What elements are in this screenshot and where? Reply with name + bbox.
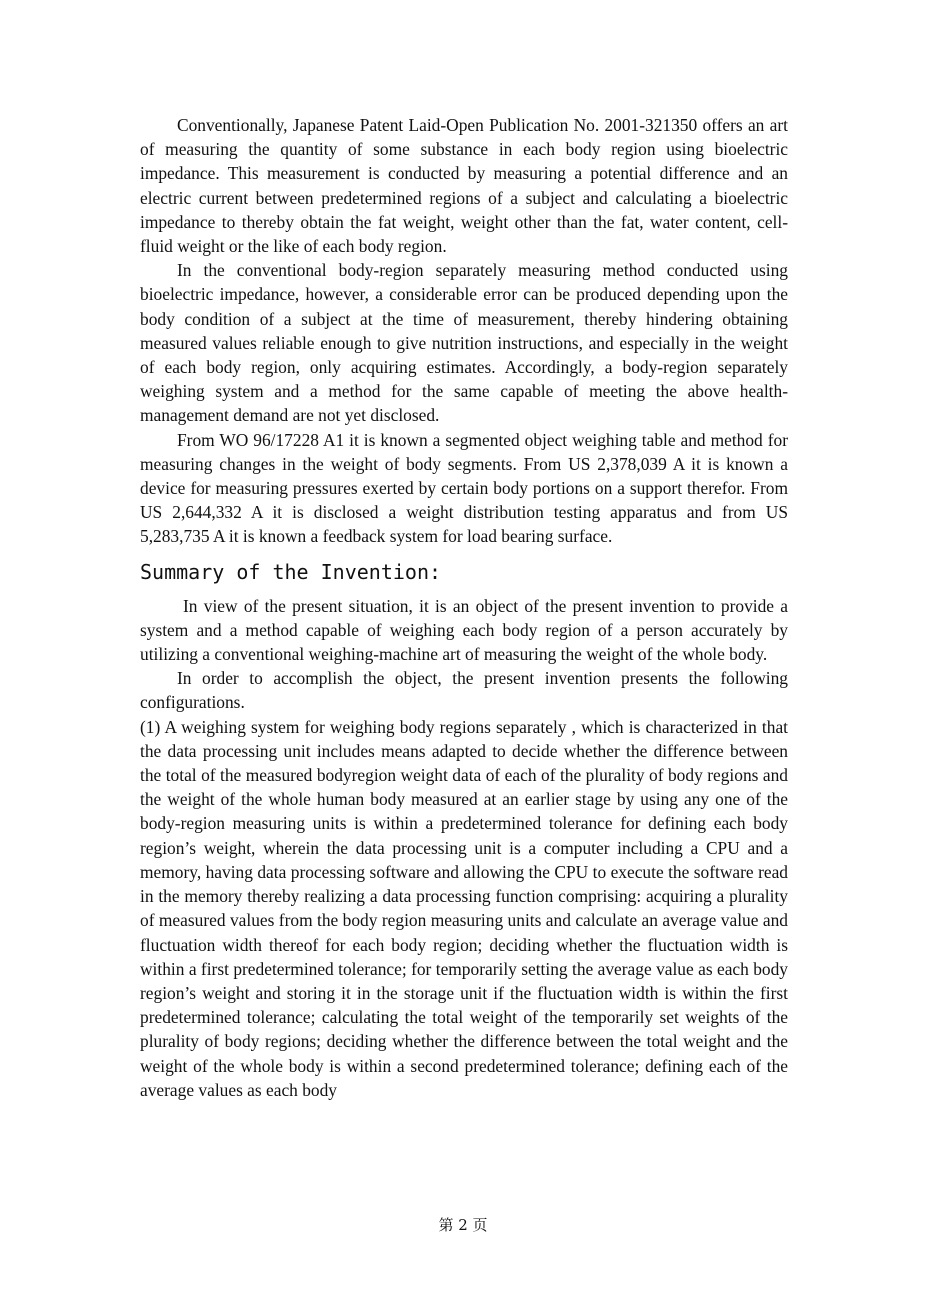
paragraph-object: In view of the present situation, it is an object of the present invention to provide a system and a method capable of weighing each body region of a person accurately by utilizing a conventional weighing-machine art of measuring the weight of the whole body.: [140, 595, 788, 665]
document-body: [140, 113, 788, 1102]
paragraph-conventional-art: Conventionally, Japanese Patent Laid-Open Publication No. 2001-321350 offers an art of measuring the quantity of some substance in each body region using bioelectric impedance. This measurement is conducted by measuring a potential difference and an electric current between predetermined regions of a subject and calculating a bioelectric impedance to thereby obtain the fat weight, weight other than the fat, water content, cell-fluid weight or the like of each body region.: [140, 115, 788, 257]
paragraph-configurations-intro: In order to accomplish the object, the present invention presents the following configurations.: [140, 668, 788, 713]
paragraph-prior-references: From WO 96/17228 A1 it is known a segmented object weighing table and method for measuring changes in the weight of body segments. From US 2,378,039 A it is known a device for measuring pressures exerted by certain body portions on a support therefor. From US 2,644,332 A it is disclosed a weight distribution testing apparatus and from US 5,283,735 A it is known a feedback system for load bearing surface.: [140, 429, 788, 547]
section-heading-summary: Summary of the Invention:: [140, 559, 442, 584]
paragraph-configuration-1: (1) A weighing system for weighing body regions separately , which is characterized in that the data processing unit includes means adapted to decide whether the difference between the total of the measured bodyregion weight data of each of the plurality of body regions and the weight of the whole human body measured at an earlier stage by using any one of the body-region measuring units is within a predetermined tolerance for defining each body region’s weight, wherein the data processing unit is a computer including a CPU and a memory, having data processing software and allowing the CPU to execute the software read in the memory thereby realizing a data processing function comprising: acquiring a plurality of measured values from the body region measuring units and calculate an average value and fluctuation width thereof for each body region; deciding whether the fluctuation width is within a first predetermined tolerance; for temporarily setting the average value as each body region’s weight and storing it in the storage unit if the fluctuation width is within the first predetermined tolerance; calculating the total weight of the temporarily set weights of the plurality of body regions; deciding whether the difference between the total weight and the weight of the whole body is within a second predetermined tolerance; defining each of the average values as each body: [140, 716, 788, 1100]
page-number-footer: 第 2 页: [438, 1216, 488, 1234]
paragraph-conventional-method: In the conventional body-region separately measuring method conducted using bioelectric impedance, however, a considerable error can be produced depending upon the body condition of a subject at the time of measurement, thereby hindering obtaining measured values reliable enough to give nutrition instructions, and especially in the weight of each body region, only acquiring estimates. Accordingly, a body-region separately weighing system and a method for the same capable of meeting the above health-management demand are not yet disclosed.: [140, 260, 788, 426]
